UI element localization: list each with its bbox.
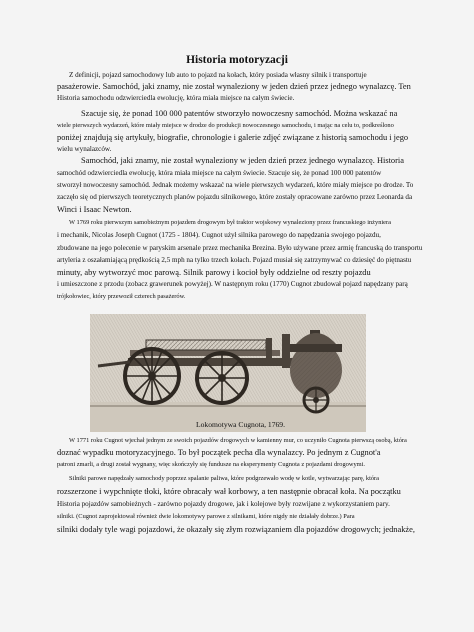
paragraph-line: poniżej znajdują się artykuły, biografie, chronologie i galerie zdjęć związane z historią samochodu i jego <box>57 133 409 142</box>
paragraph-line: wielu wynalazców. <box>57 145 112 153</box>
paragraph-line: i mechanik, Nicolas Joseph Cugnot (1725 - 1804). Cugnot użył silnika parowego do napędzania swojego pojazdu, <box>57 231 381 239</box>
paragraph-line: patroni zmarli, a drugi został wygnany, więc skończyły się fundusze na eksperymenty Cugnota z pojazdami drogowymi. <box>57 461 366 468</box>
paragraph-line: trójkołowiec, który przewoził czterech pasażerów. <box>57 293 186 300</box>
rear-wheel-icon <box>125 349 179 403</box>
paragraph-line: doznać wypadku motoryzacyjnego. To był początek pecha dla wynalazcy. Po jednym z Cugnot'a <box>57 448 381 457</box>
paragraph-line: W 1771 roku Cugnot wjechał jednym ze swoich pojazdów drogowych w kamienny mur, co uczyniło Cugnota pierwszą osobą, która <box>69 437 407 444</box>
paragraph-line: stworzył nowoczesny samochód. Jednak możemy wskazać na wiele pierwszych wydarzeń, które miały miejsce po drodze. To <box>57 181 414 189</box>
paragraph-line: Historia samochodu odzwierciedla ewolucję, która miała miejsce na całym świecie. <box>57 94 295 102</box>
figure-caption: Lokomotywa Cugnota, 1769. <box>196 420 286 429</box>
paragraph-line: pasażerowie. Samochód, jaki znamy, nie został wynaleziony w jeden dzień przez jednego wynalazcę. Ten <box>57 82 411 91</box>
paragraph-line: silniki. (Cugnot zaprojektował również dwie lokomotywy parowe z silnikami, które nigdy nie działały dobrze.) Para <box>57 513 355 520</box>
paragraph-line: Samochód, jaki znamy, nie został wynaleziony w jeden dzień przez jednego wynalazcę. Historia <box>81 156 404 165</box>
paragraph-line: silniki dodały tyle wagi pojazdowi, że okazały się złym rozwiązaniem dla pojazdów drogowych; jednakże, <box>57 525 415 534</box>
page-title: Historia motoryzacji <box>186 54 288 66</box>
paragraph-line: samochód odzwierciedla ewolucję, która miała miejsce na całym świecie. Szacuje się, że ponad 100 000 patentów <box>57 169 382 177</box>
middle-wheel-icon <box>197 353 247 403</box>
paragraph-line: Z definicji, pojazd samochodowy lub auto to pojazd na kołach, który posiada własny silnik i transportuje <box>69 71 367 79</box>
paragraph-line: artyleria z oszałamiającą prędkością 2,5 mph na tylko trzech kołach. Pojazd musiał się zatrzymywać co dziesięć do piętnastu <box>57 256 412 264</box>
paragraph-line: zbudowane na jego polecenie w paryskim arsenale przez mechanika Brezina. Było używane przez armię francuską do transportu <box>57 244 423 252</box>
paragraph-line: W 1769 roku pierwszym samobieżnym pojazdem drogowym był traktor wojskowy wynaleziony przez francuskiego inżyniera <box>69 219 391 226</box>
paragraph-line: Winci i Isaac Newton. <box>57 205 132 214</box>
paragraph-line: minuty, aby wytworzyć moc parową. Silnik parowy i kocioł były oddzielne od reszty pojazdu <box>57 268 371 277</box>
paragraph-line: zaczęło się od pierwszych teoretycznych planów pojazdu silnikowego, które zostały opracowane zarówno przez Leonarda da <box>57 193 413 201</box>
cugnot-engraving-image <box>90 314 366 432</box>
paragraph-line: Silniki parowe napędzały samochody poprzez spalanie paliwa, które podgrzewało wodę w kotle, wytwarzając parę, która <box>69 475 380 482</box>
paragraph-line: wiele pierwszych wydarzeń, które miały miejsce w drodze do produkcji nowoczesnego samochodu, i mając na celu to, podkreślono <box>57 122 394 129</box>
paragraph-line: Szacuje się, że ponad 100 000 patentów stworzyło nowoczesny samochód. Można wskazać na <box>81 109 398 118</box>
paragraph-line: Historia pojazdów samobieżnych - zarówno pojazdy drogowe, jak i kolejowe były rozwijane z wykorzystaniem pary. <box>57 500 390 508</box>
paragraph-line: i umieszczone z przodu (zobacz grawerunek powyżej). W następnym roku (1770) Cugnot zbudował pojazd napędzany parą <box>57 280 408 288</box>
front-wheel-icon <box>304 388 328 412</box>
paragraph-line: rozszerzone i wypchnięte tłoki, które obracały wał korbowy, a ten następnie obracał koła. Na początku <box>57 487 401 496</box>
